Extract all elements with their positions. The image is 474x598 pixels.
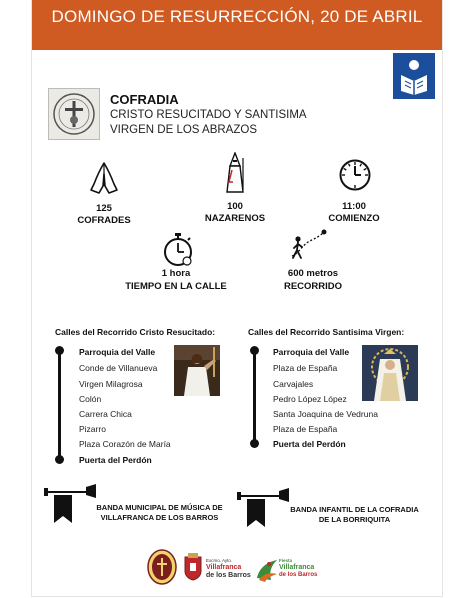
ayuntamiento-name-line1: Villafranca <box>206 564 242 571</box>
route-cristo-street: Conde de Villanueva <box>79 363 158 373</box>
route-cristo-street: Virgen Milagrosa <box>79 379 143 389</box>
route-cristo-start-dot <box>55 346 64 355</box>
route-virgen-street: Carvajales <box>273 379 314 389</box>
cofradia-name <box>110 108 360 138</box>
ayuntamiento-name-line2: de los Barros <box>206 572 251 579</box>
route-virgen-street: Puerta del Perdón <box>273 439 346 449</box>
virgen-photo <box>362 345 418 401</box>
cofradia-heading: COFRADIA <box>110 92 179 107</box>
header-banner <box>32 0 442 50</box>
easy-read-icon <box>393 53 435 99</box>
route-cristo-title: Calles del Recorrido Cristo Resucitado: <box>55 327 216 337</box>
ayuntamiento-shield-logo <box>183 553 203 586</box>
route-cristo-street: Plaza Corazón de María <box>79 439 171 449</box>
cofradia-name-line1: CRISTO RESUCITADO Y SANTISIMA <box>110 109 307 121</box>
band-municipal-line2: VILLAFRANCA DE LOS BARROS <box>100 513 219 522</box>
route-virgen-street: Pedro López López <box>273 394 347 404</box>
stat-tiempo-value: 1 hora <box>161 268 191 279</box>
nazareno-icon <box>223 152 247 199</box>
ayuntamiento-small-label: Excmo. Ayto. <box>206 558 233 563</box>
route-virgen-street: Plaza de España <box>273 363 338 373</box>
stopwatch-icon <box>162 232 194 273</box>
band-municipal-line1: BANDA MUNICIPAL DE MÚSICA DE <box>96 503 223 512</box>
route-cristo-street: Pizarro <box>79 424 106 434</box>
fiesta-small-label: Fiesta <box>279 558 293 563</box>
junta-cofradias-seal-logo <box>147 549 177 590</box>
stat-recorrido-value: 600 metros <box>287 268 339 279</box>
band-infantil-line1: BANDA INFANTIL DE LA COFRADIA <box>290 505 419 514</box>
poster <box>32 0 442 596</box>
band-municipal-label <box>77 503 242 523</box>
clock-icon <box>338 158 372 197</box>
stat-cofrades-label: COFRADES <box>77 215 131 226</box>
stat-comienzo-value: 11:00 <box>342 201 366 212</box>
fiesta-name-line2: de los Barros <box>279 572 318 578</box>
route-virgen-street: Parroquia del Valle <box>273 347 350 357</box>
route-cristo-street: Puerta del Perdón <box>79 455 152 465</box>
route-virgen-end-dot <box>250 439 259 448</box>
route-virgen-title: Calles del Recorrido Santisima Virgen: <box>248 327 405 337</box>
band-infantil-line2: DE LA BORRIQUITA <box>318 515 391 524</box>
route-cristo-line <box>58 350 61 460</box>
stat-nazarenos-label: NAZARENOS <box>204 213 266 224</box>
cristo-resucitado-photo <box>174 345 220 396</box>
route-cristo-street: Carrera Chica <box>79 409 132 419</box>
band-infantil-label <box>272 505 437 525</box>
route-virgen-street: Santa Joaquina de Vedruna <box>273 409 378 419</box>
fiesta-swirl-logo <box>255 556 279 587</box>
stat-recorrido-label: RECORRIDO <box>283 281 343 292</box>
walking-route-icon <box>286 228 328 267</box>
stat-nazarenos-value: 100 <box>227 201 243 212</box>
page-title: DOMINGO DE RESURRECCIÓN, 20 DE ABRIL <box>51 7 423 26</box>
praying-hands-icon <box>89 160 119 201</box>
cofradia-crest-logo <box>48 88 100 140</box>
cofradia-name-line2: VIRGEN DE LOS ABRAZOS <box>110 124 257 136</box>
route-cristo-street: Colón <box>79 394 102 404</box>
stat-tiempo-label: TIEMPO EN LA CALLE <box>125 281 227 292</box>
stat-comienzo-label: COMIENZO <box>328 213 380 224</box>
route-cristo-street: Parroquia del Valle <box>79 347 156 357</box>
route-cristo-end-dot <box>55 455 64 464</box>
fiesta-name-line1: Villafranca <box>279 564 315 571</box>
route-virgen-line <box>253 350 256 443</box>
route-virgen-start-dot <box>250 346 259 355</box>
route-virgen-street: Plaza de España <box>273 424 338 434</box>
stat-cofrades-value: 125 <box>96 203 112 214</box>
